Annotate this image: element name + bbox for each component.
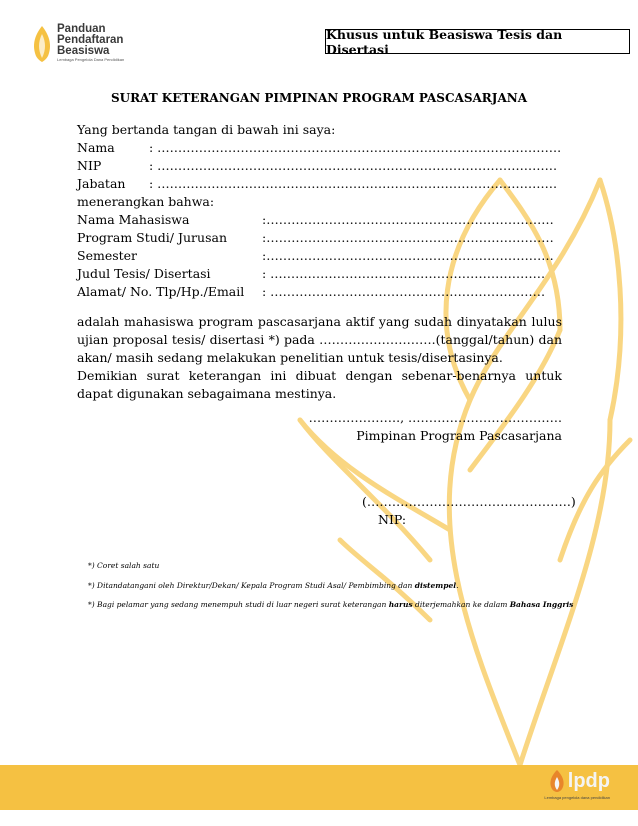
signature-block <box>0 409 562 445</box>
student-field-value: :…………………………………………………………… <box>262 212 554 227</box>
student-field-value: :…………………………………………………………… <box>262 248 554 263</box>
student-field-row <box>77 265 562 283</box>
student-field-value: :…………………………………………………………… <box>262 230 554 245</box>
place-date-line: …………………., ………………………………. <box>308 410 562 425</box>
footnote-2 <box>88 580 573 592</box>
brand-name-line2: Pendaftaran <box>57 34 124 46</box>
signer-field-row <box>77 139 562 157</box>
signer-title: Pimpinan Program Pascasarjana <box>356 428 562 443</box>
lpdp-tagline: Lembaga pengelola dana pendidikan <box>544 795 610 800</box>
intro-text: Yang bertanda tangan di bawah ini saya: <box>77 122 336 137</box>
signer-field-value: : …………………………………………………………………………………… <box>149 158 558 173</box>
letter-body <box>77 121 562 403</box>
scholarship-type-box: Khusus untuk Beasiswa Tesis dan Disertasi <box>325 29 630 54</box>
brand-tagline: Lembaga Pengelola Dana Pendidikan <box>57 57 125 62</box>
footnote-3-bold1: harus <box>388 600 413 609</box>
footnote-1: *) Coret salah satu <box>88 561 160 570</box>
lpdp-logo-text: lpdp <box>567 769 610 792</box>
paragraph-closing: Demikian surat keterangan ini dibuat dengan sebenar-benarnya untuk dapat digunakan sebagaimana mestinya. <box>77 368 562 401</box>
student-field-label: Semester <box>77 248 138 263</box>
student-field-row <box>77 211 562 229</box>
footnote-2-bold: distempel <box>414 580 457 590</box>
document-title: SURAT KETERANGAN PIMPINAN PROGRAM PASCASARJANA <box>110 91 528 105</box>
states-text: menerangkan bahwa: <box>77 194 215 209</box>
signer-field-value: : ……………………………………………………………………………………. <box>149 140 562 155</box>
footnote-3 <box>88 599 573 611</box>
signer-field-value: : …………………………………………………………………………………… <box>149 176 558 191</box>
student-field-label: Nama Mahasiswa <box>77 212 190 227</box>
footnote-2-text: *) Ditandatangani oleh Direktur/Dekan/ Kepala Program Studi Asal/ Pembimbing dan <box>88 580 415 590</box>
signature-line: (………………………………………….) <box>362 494 576 509</box>
student-field-value: : ………………………………………………………… <box>262 284 546 299</box>
student-field-label: Program Studi/ Jurusan <box>77 230 227 245</box>
footnote-3-mid: diterjemahkan ke dalam <box>412 600 510 609</box>
statement-paragraphs <box>77 313 562 403</box>
paragraph-status: adalah mahasiswa program pascasarjana aktif yang sudah dinyatakan lulus ujian proposal tesis/ disertasi *) pada ……………………….(tanggal/tahun) dan akan/ masih sedang melakukan penelitian untuk tesis/disertasinya. <box>77 314 562 365</box>
brand-logo <box>30 24 124 64</box>
footnote-3-text: *) Bagi pelamar yang sedang menempuh studi di luar negeri surat keterangan <box>88 600 389 609</box>
footnote-3-bold2: Bahasa Inggris <box>509 600 574 609</box>
signer-field-row <box>77 175 562 193</box>
student-field-row <box>77 247 562 265</box>
student-field-row <box>77 229 562 247</box>
brand-name-line1: Panduan <box>57 23 106 35</box>
student-field-value: : ………………………………………………………… <box>262 266 546 281</box>
nip-label: NIP: <box>378 512 407 527</box>
student-field-label: Judul Tesis/ Disertasi <box>77 266 211 281</box>
brand-name-line3: Beasiswa <box>57 45 110 57</box>
lpdp-flame-icon <box>546 769 568 793</box>
footer-band <box>0 765 638 810</box>
signature-name-block <box>362 493 576 529</box>
signer-field-row <box>77 157 562 175</box>
footnotes <box>88 560 573 619</box>
student-field-label: Alamat/ No. Tlp/Hp./Email <box>77 284 245 299</box>
signer-field-label: Nama <box>77 140 115 155</box>
footnote-2-suffix: . <box>456 580 459 590</box>
student-field-row <box>77 283 562 301</box>
lpdp-logo <box>546 769 610 793</box>
signer-field-label: NIP <box>77 158 102 173</box>
signer-field-label: Jabatan <box>77 176 126 191</box>
brand-flame-icon <box>30 24 54 64</box>
